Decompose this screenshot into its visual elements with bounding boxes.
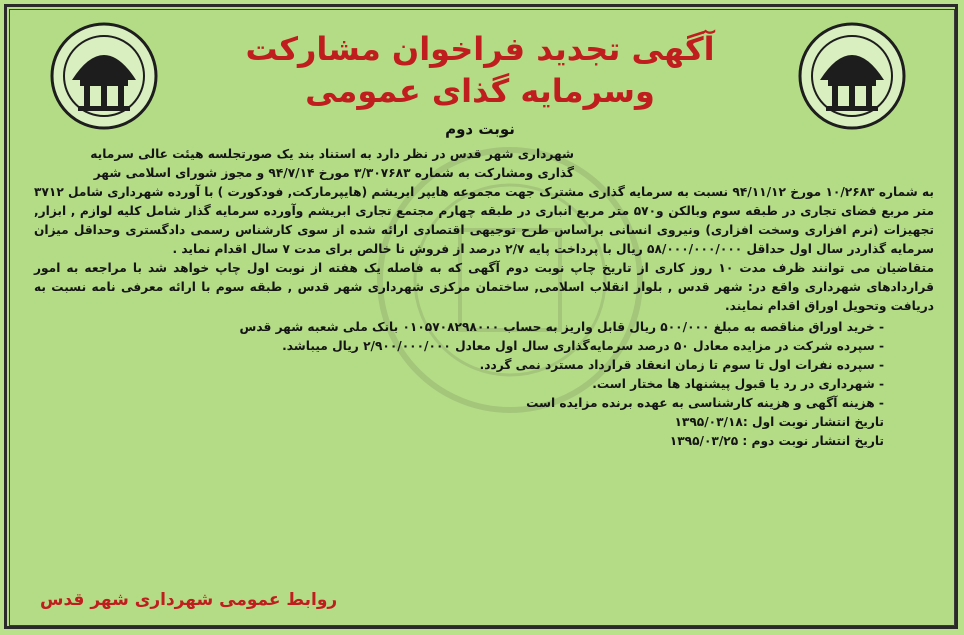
conditions-list (34, 318, 934, 413)
list-item: - سپرده شرکت در مزایده معادل ۵۰ درصد سرمایه‌گذاری سال اول معادل ۲/۹۰۰/۰۰۰/۰۰۰ ریال میباشد. (282, 339, 884, 353)
ad-title-line-2: وسرمایه گذای عمومی (305, 72, 655, 110)
municipality-logo-left-icon (48, 20, 160, 132)
list-item: - هزینه آگهی و هزینه کارشناسی به عهده برنده مزایده است (526, 396, 884, 410)
ad-title (200, 28, 760, 112)
intro-line-1: شهرداری شهر قدس در نظر دارد به استناد بند یک صورتجلسه هیئت عالی سرمایه (90, 147, 574, 161)
ad-subtitle: نوبت دوم (445, 120, 515, 138)
ad-body (34, 145, 934, 451)
paragraph-1: به شماره ۱۰/۲۶۸۳ مورخ ۹۴/۱۱/۱۲ نسبت به سرمایه گذاری مشترک جهت مجموعه هایپر ابریشم (هایپرمارکت, فودکورت ) با آورده شهرداری شامل ۳۷۱۲ متر مربع فضای تجاری در طبقه سوم وبالکن و۵۷۰ متر مربع انباری در طبقه چهارم مجتمع تجاری ابریشم وآورده سرمایه گذار شامل کلیه لوازم , ابزار, تجهیزات (نرم افزاری وسخت افزاری) ونیروی انسانی براساس طرح توجیهی اقتصادی ارائه شده از سوی کارشناس رسمی دادگستری وحداقل میزان سرمایه گذاردر سال اول حداقل ۵۸/۰۰۰/۰۰۰/۰۰۰ ریال با پرداخت پایه ۲/۷ درصد از فروش نا خالص برای مدت ۷ سال اقدام نماید . (34, 185, 934, 256)
intro-line-2: گذاری ومشارکت به شماره ۳/۳۰۷۶۸۳ مورخ ۹۴/۷/۱۴ و مجوز شورای اسلامی شهر (93, 166, 574, 180)
publish-date-first: تاریخ انتشار نوبت اول :۱۳۹۵/۰۳/۱۸ (674, 415, 884, 429)
paragraph-2: متقاضیان می توانند ظرف مدت ۱۰ روز کاری از تاریخ چاپ نوبت دوم آگهی که به فاصله یک هفته از نوبت اول چاپ خواهد شد با مراجعه به امور قراردادهای شهرداری واقع در: شهر قدس , بلوار انقلاب اسلامی, ساختمان مرکزی شهرداری شهر قدس , طبقه سوم با ارائه معرفی نامه نسبت به دریافت وتحویل اوراق اقدام نمایند. (34, 261, 934, 313)
municipality-logo-right-icon (796, 20, 908, 132)
list-item: - شهرداری در رد یا قبول پیشنهاد ها مختار است. (592, 377, 884, 391)
public-relations-signature: روابط عمومی شهرداری شهر قدس (40, 590, 338, 610)
ad-title-line-1: آگهی تجدید فراخوان مشارکت (245, 30, 715, 68)
list-item: - سپرده نفرات اول تا سوم تا زمان انعقاد قرارداد مسترد نمی گردد. (479, 358, 884, 372)
publish-date-second: تاریخ انتشار نوبت دوم : ۱۳۹۵/۰۳/۲۵ (669, 434, 884, 448)
list-item: - خرید اوراق مناقصه به مبلغ ۵۰۰/۰۰۰ ریال قابل واریز به حساب ۰۱۰۵۷۰۸۲۹۸۰۰۰ بانک ملی شعبه شهر قدس (239, 320, 884, 334)
